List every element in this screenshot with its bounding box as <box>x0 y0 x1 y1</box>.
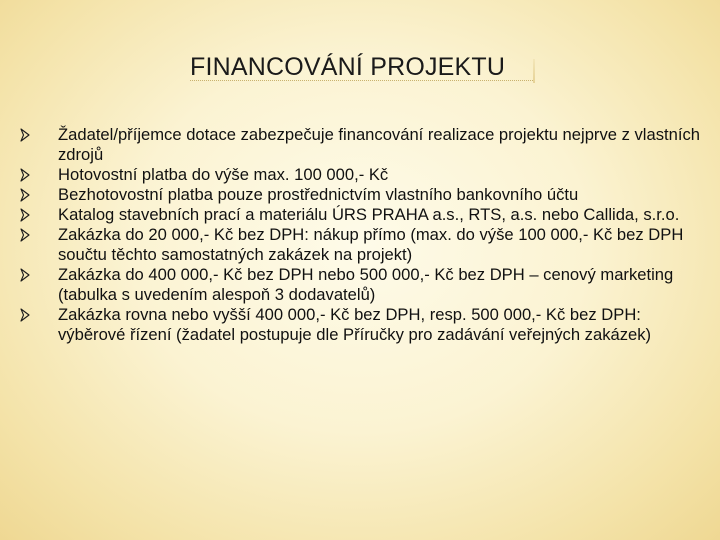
bullet-item <box>20 265 710 305</box>
arrowhead-bullet-icon <box>20 268 30 282</box>
bullet-item <box>20 165 710 185</box>
bullet-list <box>20 125 710 345</box>
arrowhead-bullet-icon <box>20 128 30 142</box>
bullet-item <box>20 185 710 205</box>
bullet-text: Žadatel/příjemce dotace zabezpečuje financování realizace projektu nejprve z vlastních zdrojů <box>58 125 700 164</box>
title-accent-bar <box>533 59 535 83</box>
slide-title: FINANCOVÁNÍ PROJEKTU <box>190 53 506 81</box>
bullet-text: Katalog stavebních prací a materiálu ÚRS PRAHA a.s., RTS, a.s. nebo Callida, s.r.o. <box>58 205 680 224</box>
bullet-item <box>20 225 710 265</box>
bullet-text: Zakázka rovna nebo vyšší 400 000,- Kč bez DPH, resp. 500 000,- Kč bez DPH: výběrové řízení (žadatel postupuje dle Příručky pro zadávání veřejných zakázek) <box>58 305 652 344</box>
bullet-item <box>20 205 710 225</box>
title-underline <box>190 80 535 81</box>
bullet-text: Bezhotovostní platba pouze prostřednictvím vlastního bankovního účtu <box>58 185 579 204</box>
bullet-text: Hotovostní platba do výše max. 100 000,- Kč <box>58 165 389 184</box>
bullet-text: Zakázka do 400 000,- Kč bez DPH nebo 500 000,- Kč bez DPH – cenový marketing (tabulka s uvedením alespoň 3 dodavatelů) <box>58 265 674 304</box>
bullet-item <box>20 125 710 165</box>
arrowhead-bullet-icon <box>20 188 30 202</box>
title-area <box>190 52 535 82</box>
arrowhead-bullet-icon <box>20 168 30 182</box>
arrowhead-bullet-icon <box>20 208 30 222</box>
bullet-item <box>20 305 710 345</box>
bullet-text: Zakázka do 20 000,- Kč bez DPH: nákup přímo (max. do výše 100 000,- Kč bez DPH součtu těchto samostatných zakázek na projekt) <box>58 225 684 264</box>
arrowhead-bullet-icon <box>20 308 30 322</box>
arrowhead-bullet-icon <box>20 228 30 242</box>
